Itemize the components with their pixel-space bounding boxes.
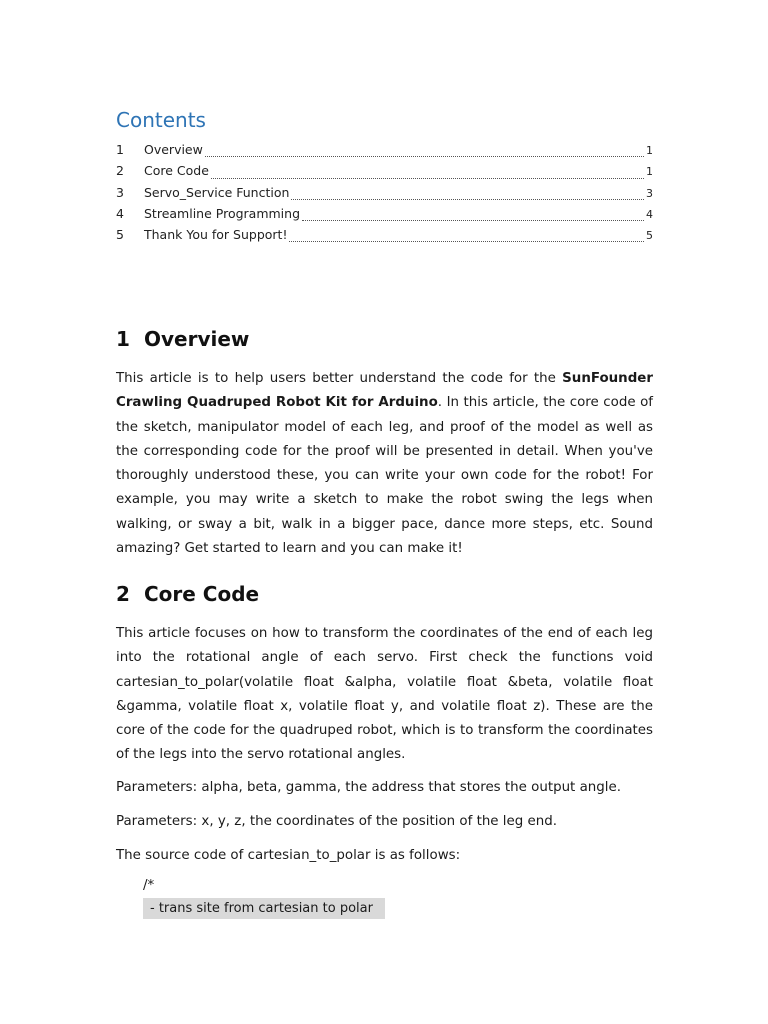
toc-entry[interactable] xyxy=(116,227,653,248)
toc-entry-title[interactable]: Core Code xyxy=(144,163,209,179)
toc-leader-dots xyxy=(302,219,644,221)
section-number: 1 xyxy=(116,327,130,351)
toc-leader-dots xyxy=(211,177,644,179)
parameters-input: Parameters: x, y, z, the coordinates of the position of the leg end. xyxy=(116,814,557,829)
toc-entry-page[interactable]: 3 xyxy=(646,186,653,200)
toc-entry[interactable] xyxy=(116,206,653,227)
parameters-output: Parameters: alpha, beta, gamma, the address that stores the output angle. xyxy=(116,780,621,795)
toc-leader-dots xyxy=(289,240,644,242)
toc-entry-page[interactable]: 4 xyxy=(646,207,653,221)
toc-entry[interactable] xyxy=(116,185,653,206)
section-title: Overview xyxy=(144,327,250,351)
table-of-contents xyxy=(116,142,653,248)
toc-entry-number: 5 xyxy=(116,227,124,243)
section-number: 2 xyxy=(116,582,130,606)
section-title: Core Code xyxy=(144,582,260,606)
product-name: SunFounder Crawling Quadruped Robot Kit for Arduino xyxy=(116,371,653,411)
toc-entry-title[interactable]: Streamline Programming xyxy=(144,205,301,221)
source-intro: The source code of cartesian_to_polar is as follows: xyxy=(116,848,461,863)
toc-entry-title[interactable]: Servo_Service Function xyxy=(144,184,290,200)
contents-title: Contents xyxy=(116,108,206,132)
toc-entry-page[interactable]: 1 xyxy=(646,144,653,157)
toc-entry[interactable] xyxy=(116,142,653,163)
code-comment-line: - trans site from cartesian to polar xyxy=(143,898,385,919)
toc-entry-page[interactable]: 1 xyxy=(646,165,653,179)
overview-text-end: . In this article, the core code of the sketch, manipulator model of each leg, and proof of the model as well as the corresponding code for the proof will be presented in detail. When you've thoroughly understood these, you can write your own code for the robot! For example, you may write a sketch to make the robot swing the legs when walking, or sway a bit, walk in a bigger pace, dance more steps, etc. Sound amazing? Get started to learn and you can make it! xyxy=(116,395,653,557)
toc-entry-number: 1 xyxy=(116,142,124,157)
code-comment-open: /* xyxy=(143,878,155,893)
toc-entry-number: 3 xyxy=(116,184,124,200)
core-code-paragraph: This article focuses on how to transform the coordinates of the end of each leg into the rotational angle of each servo. First check the functions void cartesian_to_polar(volatile float &alpha, volatile float &beta, volatile float &gamma, volatile float x, volatile float y, and volatile float z). These are the core of the code for the quadruped robot, which is to transform the coordinates of the legs into the servo rotational angles. xyxy=(116,626,653,763)
toc-entry-number: 2 xyxy=(116,163,124,179)
overview-paragraph xyxy=(116,367,653,561)
toc-entry-page[interactable]: 5 xyxy=(646,229,653,243)
toc-leader-dots xyxy=(205,155,644,157)
toc-entry[interactable] xyxy=(116,163,653,184)
section-heading-core-code xyxy=(116,582,259,606)
overview-text-start: This article is to help users better understand the code for the xyxy=(116,371,563,386)
toc-entry-number: 4 xyxy=(116,205,124,221)
toc-entry-title[interactable]: Thank You for Support! xyxy=(144,227,288,243)
toc-leader-dots xyxy=(291,198,644,200)
section-heading-overview xyxy=(116,327,249,351)
toc-entry-title[interactable]: Overview xyxy=(144,142,203,157)
